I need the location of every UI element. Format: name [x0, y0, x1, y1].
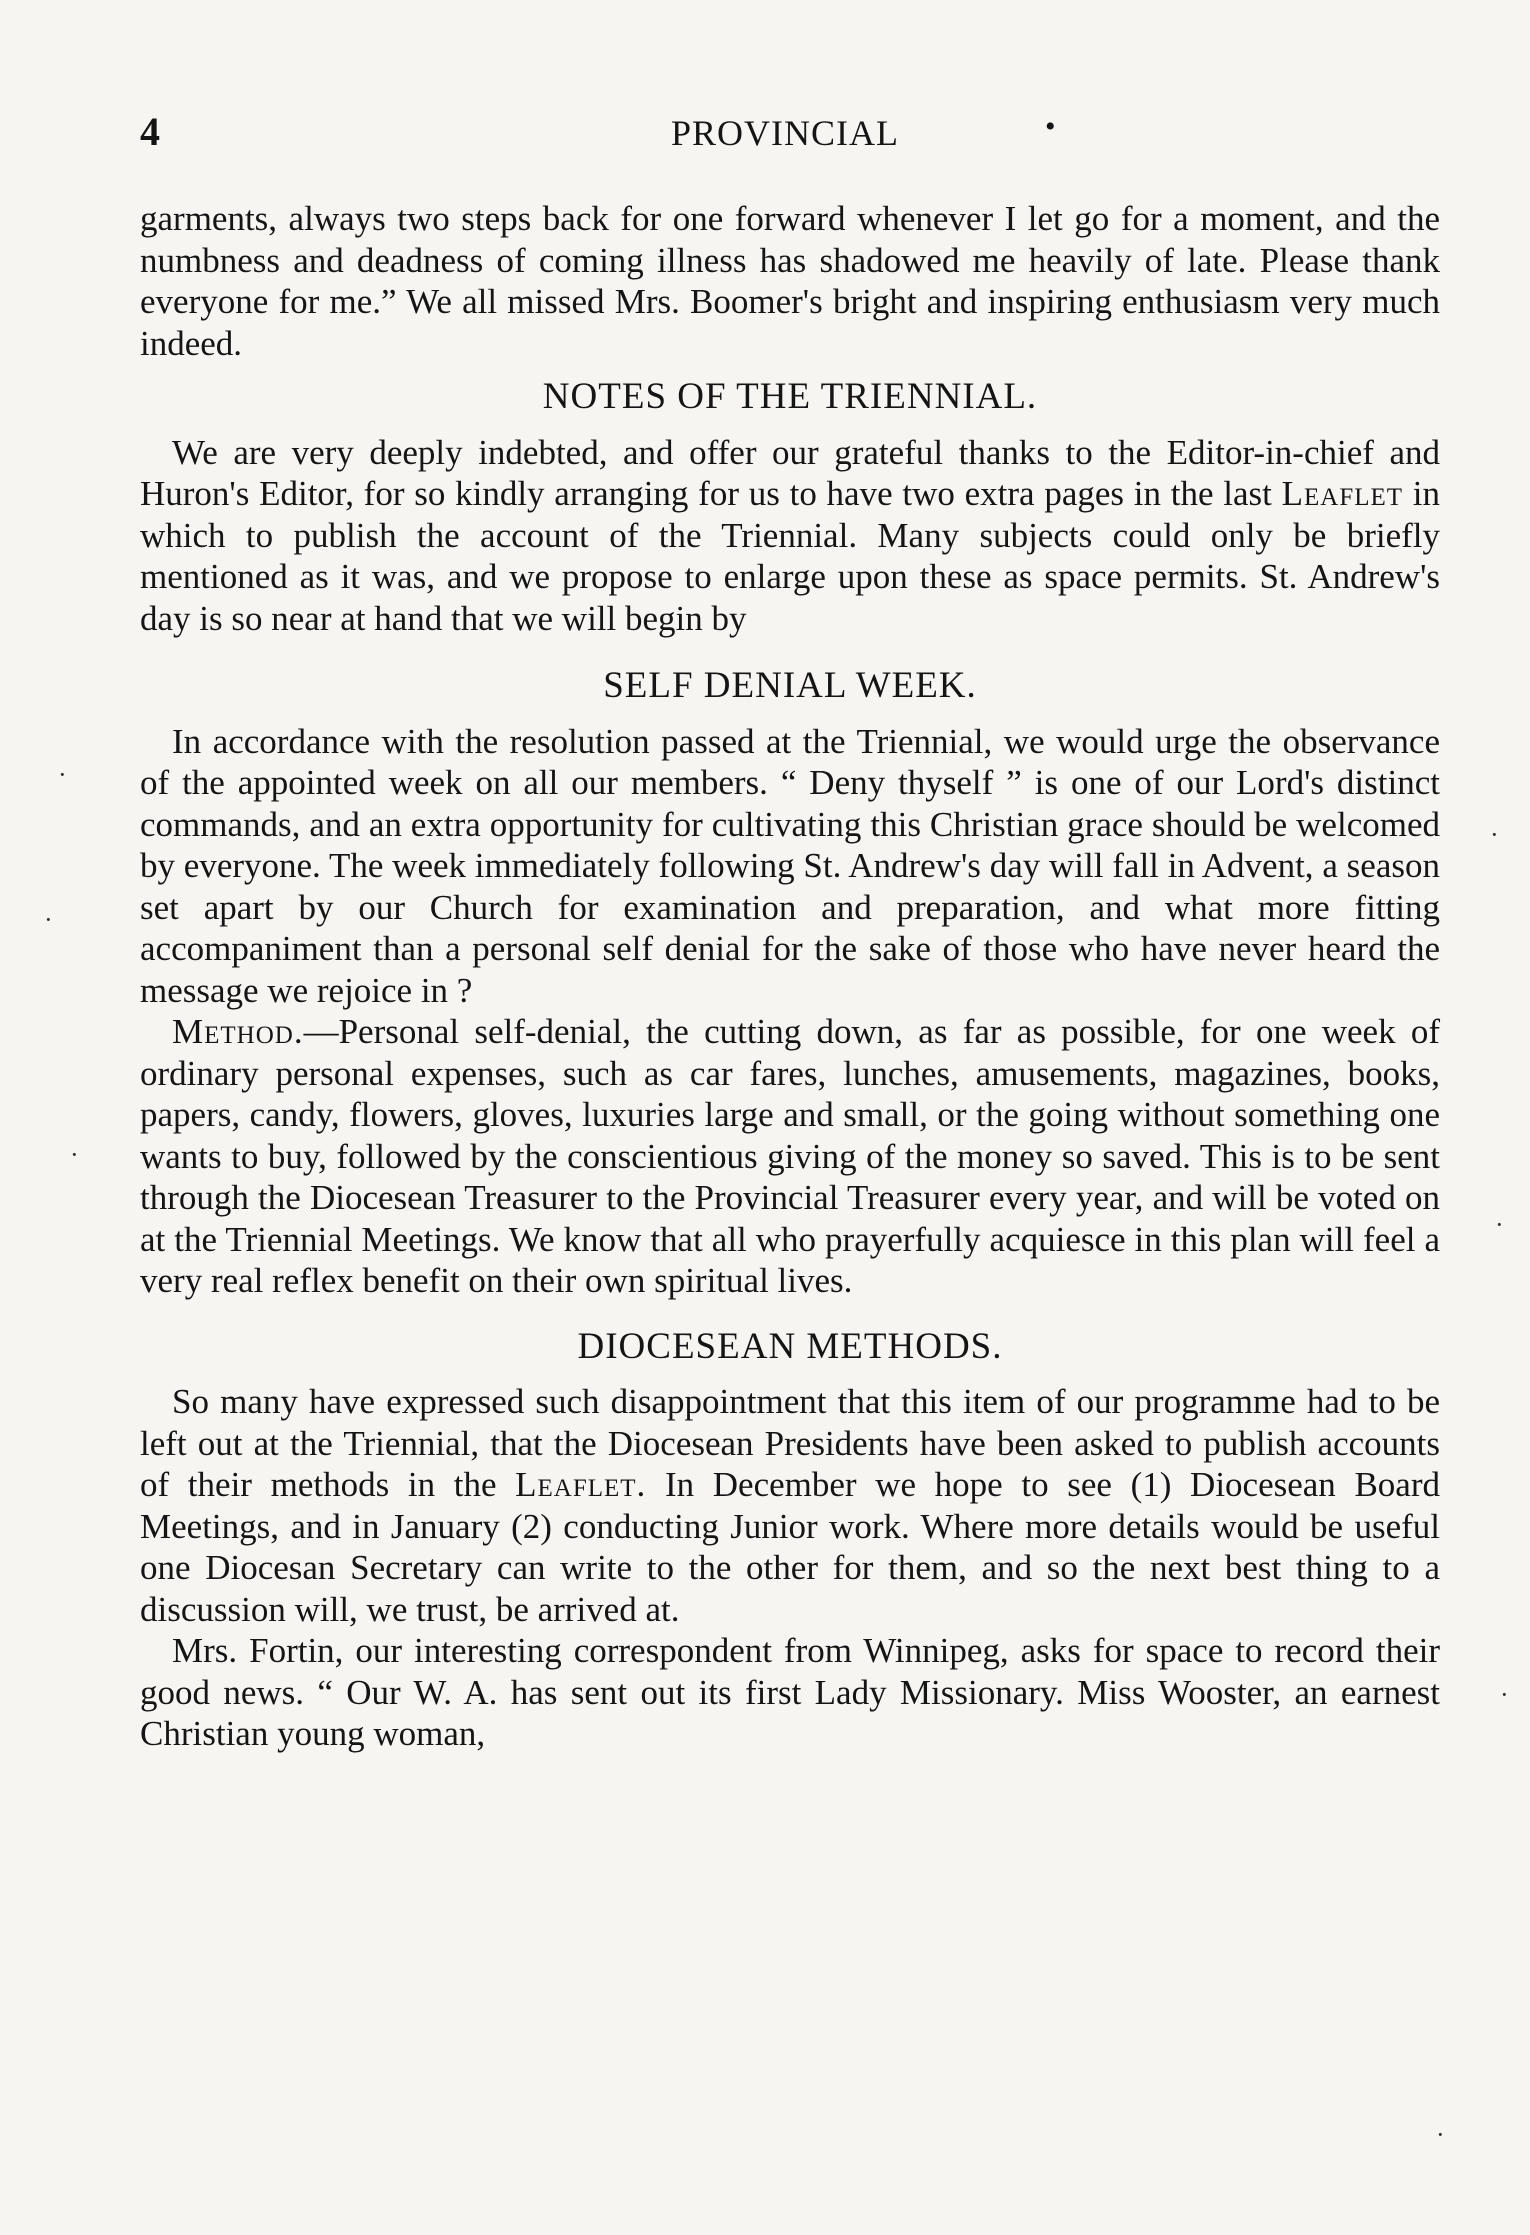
- scan-speck: ·: [44, 905, 53, 934]
- triennial-text-after: in which to publish the account of the Triennial. Many subjects could only be briefly mentioned as it was, and we propose to enlarge upon these as space permits. St. Andrew's day is so near at hand that we will begin by: [140, 474, 1441, 638]
- leaflet-title: Leaflet.: [515, 1465, 647, 1504]
- self-denial-paragraph: In accordance with the resolution passed at the Triennial, we would urge the observance of the appointed week on all our members. “ Deny thyself ” is one of our Lord's distinct commands, and an extra opportunity for cultivating this Christian grace should be welcomed by everyone. The week immediately following St. Andrew's day will fall in Advent, a season set apart by our Church for examination and preparation, and what more fitting accompaniment than a personal self denial for the sake of those who have never heard the message we rejoice in ?: [140, 721, 1440, 1010]
- triennial-paragraph: [140, 432, 1440, 640]
- page-header: [140, 108, 1430, 168]
- method-text: —Personal self-denial, the cutting down, as far as possible, for one week of ordinary personal expenses, such as car fares, lunches, amusements, magazines, books, papers, candy, flowers, gloves, luxuries large and small, or the going without something one wants to buy, followed by the conscientious giving of the money so saved. This is to be sent through the Diocesean Treasurer to the Provincial Treasurer every year, and will be voted on at the Triennial Meetings. We know that all who prayerfully acquiesce in this plan will feel a very real reflex benefit on their own spiritual lives.: [140, 1012, 1440, 1300]
- heading-notes-of-the-triennial: NOTES OF THE TRIENNIAL.: [542, 376, 1038, 417]
- scan-speck: ·: [1436, 2120, 1445, 2149]
- scan-speck: ·: [58, 760, 67, 789]
- heading-diocesean-methods: DIOCESEAN METHODS.: [577, 1325, 1003, 1367]
- method-paragraph: [140, 1011, 1440, 1302]
- running-head: PROVINCIAL: [670, 113, 899, 153]
- leaflet-title: Leaflet: [1281, 474, 1404, 513]
- triennial-text-before: We are very deeply indebted, and offer our grateful thanks to the Editor-in-chief and Huron's Editor, for so kindly arranging for us to have two extra pages in the last: [140, 432, 1440, 513]
- page-number: 4: [140, 109, 160, 154]
- intro-paragraph: garments, always two steps back for one forward whenever I let go for a moment, and the numbness and deadness of coming illness has shadowed me heavily of late. Please thank everyone for me.” We all missed Mrs. Boomer's bright and inspiring enthusiasm very much indeed.: [140, 199, 1440, 363]
- diocesean-text-before: So many have expressed such disappointment that this item of our programme had to be left out at the Triennial, that the Diocesean Presidents have been asked to publish accounts of their methods in the: [140, 1382, 1440, 1504]
- diocesean-paragraph: [140, 1381, 1440, 1630]
- heading-self-denial-week: SELF DENIAL WEEK.: [603, 665, 977, 706]
- scan-speck: ·: [1490, 820, 1499, 849]
- diocesean-text-after: In December we hope to see (1) Diocesean Board Meetings, and in January (2) conducting Junior work. Where more details would be useful one Diocesan Secretary can write to the other for them, and so the next best thing to a discussion will, we trust, be arrived at.: [140, 1465, 1440, 1629]
- method-label: Method.: [172, 1012, 304, 1051]
- fortin-paragraph: Mrs. Fortin, our interesting correspondent from Winnipeg, asks for space to record their good news. “ Our W. A. has sent out its first Lady Missionary. Miss Wooster, an earnest Christian young woman,: [140, 1631, 1440, 1753]
- scan-speck: ·: [70, 1140, 79, 1169]
- body-text: [140, 198, 1440, 1755]
- scan-speck: ·: [1495, 1210, 1504, 1239]
- header-mark: •: [1045, 110, 1056, 143]
- scan-speck: ·: [1500, 1680, 1509, 1709]
